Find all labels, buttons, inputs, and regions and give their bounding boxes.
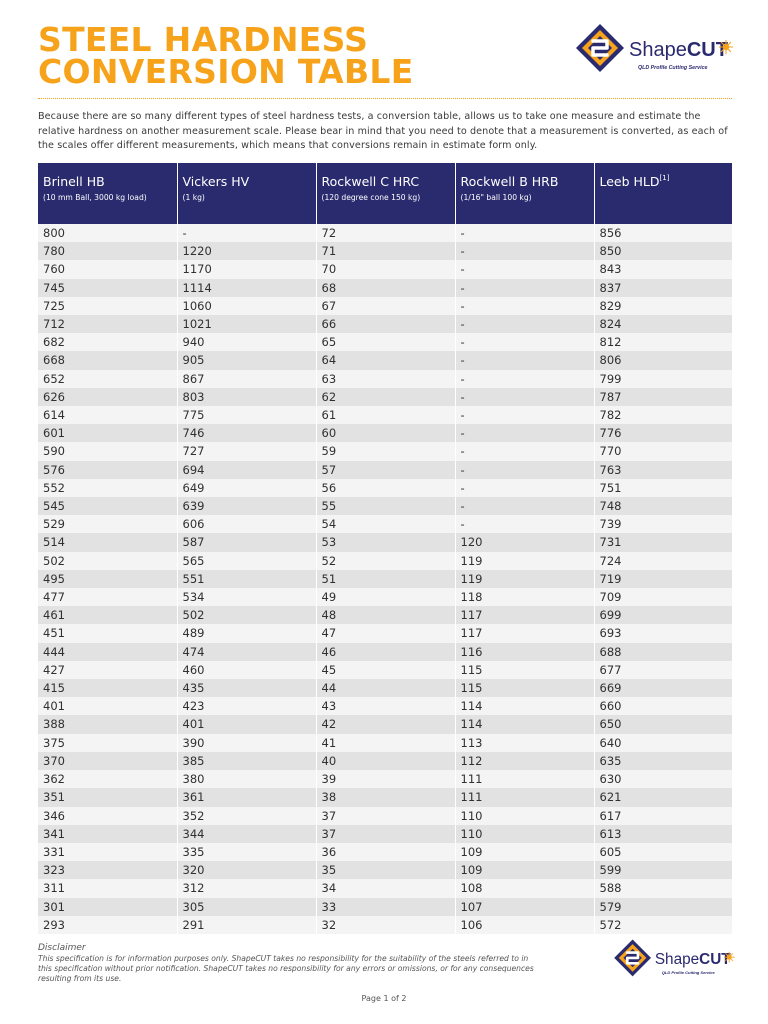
table-row: [38, 297, 732, 315]
table-cell: 66: [316, 315, 455, 333]
table-cell: 444: [38, 643, 177, 661]
table-row: [38, 715, 732, 733]
table-cell: -: [455, 315, 594, 333]
header-leeb: [594, 163, 732, 224]
table-cell: 293: [38, 916, 177, 934]
table-cell: 776: [594, 424, 732, 442]
table-cell: 415: [38, 679, 177, 697]
table-row: [38, 497, 732, 515]
table-row: [38, 424, 732, 442]
table-cell: 331: [38, 843, 177, 861]
table-cell: 837: [594, 279, 732, 297]
header-vickers: [177, 163, 316, 224]
table-row: [38, 606, 732, 624]
table-cell: 120: [455, 533, 594, 551]
table-cell: 362: [38, 770, 177, 788]
table-cell: 385: [177, 752, 316, 770]
table-body: [38, 224, 732, 934]
table-cell: 694: [177, 461, 316, 479]
table-cell: 119: [455, 570, 594, 588]
table-cell: 37: [316, 807, 455, 825]
table-cell: 117: [455, 606, 594, 624]
table-cell: 1170: [177, 260, 316, 278]
table-cell: 1060: [177, 297, 316, 315]
table-row: [38, 807, 732, 825]
table-row: [38, 661, 732, 679]
table-cell: 1220: [177, 242, 316, 260]
shapecut-footer-logo: [612, 938, 736, 984]
table-cell: 311: [38, 879, 177, 897]
table-cell: 613: [594, 825, 732, 843]
table-cell: 599: [594, 861, 732, 879]
table-row: [38, 770, 732, 788]
table-cell: -: [455, 515, 594, 533]
table-cell: -: [455, 461, 594, 479]
table-cell: -: [455, 297, 594, 315]
table-cell: 352: [177, 807, 316, 825]
table-cell: 650: [594, 715, 732, 733]
table-cell: 800: [38, 224, 177, 242]
table-cell: 45: [316, 661, 455, 679]
table-cell: 401: [177, 715, 316, 733]
table-cell: -: [455, 279, 594, 297]
table-cell: 748: [594, 497, 732, 515]
table-cell: 39: [316, 770, 455, 788]
header-label: Brinell HB: [43, 174, 105, 189]
header-sublabel: (1 kg): [182, 193, 205, 202]
table-row: [38, 351, 732, 369]
table-cell: 335: [177, 843, 316, 861]
table-cell: 799: [594, 370, 732, 388]
table-cell: 70: [316, 260, 455, 278]
table-cell: 502: [177, 606, 316, 624]
table-cell: 52: [316, 552, 455, 570]
table-cell: 745: [38, 279, 177, 297]
table-row: [38, 442, 732, 460]
header-sublabel: (120 degree cone 150 kg): [321, 193, 421, 202]
header-rockwell-b: [455, 163, 594, 224]
table-row: [38, 370, 732, 388]
table-cell: 53: [316, 533, 455, 551]
table-row: [38, 388, 732, 406]
table-cell: 545: [38, 497, 177, 515]
table-cell: 370: [38, 752, 177, 770]
table-row: [38, 879, 732, 897]
title-line-2: CONVERSION TABLE: [38, 52, 414, 91]
table-cell: 346: [38, 807, 177, 825]
table-cell: 652: [38, 370, 177, 388]
table-cell: -: [455, 406, 594, 424]
table-cell: 323: [38, 861, 177, 879]
table-cell: 601: [38, 424, 177, 442]
table-cell: 60: [316, 424, 455, 442]
table-cell: 639: [177, 497, 316, 515]
header-sublabel: (1/16" ball 100 kg): [460, 193, 532, 202]
table-row: [38, 260, 732, 278]
table-cell: 107: [455, 898, 594, 916]
table-row: [38, 679, 732, 697]
disclaimer-text: This specification is for information purposes only. ShapeCUT takes no responsibility for the suitability of the steels referred to in this specification without prior notification. ShapeCUT takes no responsibility for any errors or omissions, or for any consequences resulting from its use.: [38, 954, 534, 983]
table-cell: 341: [38, 825, 177, 843]
table-cell: 677: [594, 661, 732, 679]
table-cell: 117: [455, 624, 594, 642]
table-cell: 856: [594, 224, 732, 242]
table-row: [38, 697, 732, 715]
table-cell: 388: [38, 715, 177, 733]
table-row: [38, 734, 732, 752]
table-row: [38, 242, 732, 260]
table-cell: 688: [594, 643, 732, 661]
table-row: [38, 315, 732, 333]
table-row: [38, 515, 732, 533]
table-row: [38, 752, 732, 770]
table-cell: 48: [316, 606, 455, 624]
table-cell: 67: [316, 297, 455, 315]
table-cell: 401: [38, 697, 177, 715]
table-cell: 614: [38, 406, 177, 424]
table-cell: 843: [594, 260, 732, 278]
table-cell: 626: [38, 388, 177, 406]
table-cell: 110: [455, 807, 594, 825]
table-cell: 109: [455, 861, 594, 879]
table-row: [38, 788, 732, 806]
table-cell: -: [455, 442, 594, 460]
table-cell: 529: [38, 515, 177, 533]
table-row: [38, 624, 732, 642]
table-row: [38, 570, 732, 588]
header-label: [600, 174, 727, 189]
header-rockwell-c: [316, 163, 455, 224]
table-cell: 812: [594, 333, 732, 351]
table-cell: 36: [316, 843, 455, 861]
table-cell: 739: [594, 515, 732, 533]
header-sublabel: (10 mm Ball, 3000 kg load): [43, 193, 147, 202]
table-row: [38, 279, 732, 297]
table-cell: 606: [177, 515, 316, 533]
table-cell: 552: [38, 479, 177, 497]
table-cell: 312: [177, 879, 316, 897]
table-cell: 63: [316, 370, 455, 388]
header-label: Rockwell B HRB: [460, 174, 559, 189]
table-cell: 423: [177, 697, 316, 715]
table-cell: 850: [594, 242, 732, 260]
table-cell: 54: [316, 515, 455, 533]
table-cell: 61: [316, 406, 455, 424]
table-cell: -: [455, 388, 594, 406]
table-cell: 390: [177, 734, 316, 752]
table-cell: 38: [316, 788, 455, 806]
table-cell: 320: [177, 861, 316, 879]
table-cell: 605: [594, 843, 732, 861]
shapecut-logo: [574, 22, 734, 82]
table-cell: 712: [38, 315, 177, 333]
table-cell: 576: [38, 461, 177, 479]
header-brinell: [38, 163, 177, 224]
page-title: [38, 20, 414, 91]
table-cell: 770: [594, 442, 732, 460]
table-row: [38, 843, 732, 861]
table-cell: 588: [594, 879, 732, 897]
table-row: [38, 916, 732, 934]
table-cell: 682: [38, 333, 177, 351]
table-cell: 617: [594, 807, 732, 825]
table-cell: 731: [594, 533, 732, 551]
table-cell: 727: [177, 442, 316, 460]
table-cell: 709: [594, 588, 732, 606]
table-cell: 113: [455, 734, 594, 752]
table-cell: 37: [316, 825, 455, 843]
table-cell: 427: [38, 661, 177, 679]
table-cell: 51: [316, 570, 455, 588]
disclaimer-title: Disclaimer: [38, 943, 86, 953]
table-cell: 829: [594, 297, 732, 315]
table-cell: 660: [594, 697, 732, 715]
table-cell: -: [455, 424, 594, 442]
table-cell: 64: [316, 351, 455, 369]
table-cell: 719: [594, 570, 732, 588]
table-cell: -: [455, 351, 594, 369]
table-cell: 361: [177, 788, 316, 806]
title-line-1: STEEL HARDNESS: [38, 20, 369, 59]
table-cell: 44: [316, 679, 455, 697]
table-cell: 1021: [177, 315, 316, 333]
table-cell: 489: [177, 624, 316, 642]
table-cell: 451: [38, 624, 177, 642]
table-cell: 115: [455, 661, 594, 679]
header-label: Rockwell C HRC: [321, 174, 420, 189]
table-cell: 32: [316, 916, 455, 934]
table-cell: 118: [455, 588, 594, 606]
table-cell: -: [455, 224, 594, 242]
table-cell: 725: [38, 297, 177, 315]
table-cell: 351: [38, 788, 177, 806]
table-cell: 46: [316, 643, 455, 661]
table-cell: 460: [177, 661, 316, 679]
table-cell: 301: [38, 898, 177, 916]
table-cell: 47: [316, 624, 455, 642]
table-cell: 1114: [177, 279, 316, 297]
table-cell: 477: [38, 588, 177, 606]
table-cell: 41: [316, 734, 455, 752]
table-cell: -: [455, 479, 594, 497]
table-cell: 579: [594, 898, 732, 916]
table-cell: 572: [594, 916, 732, 934]
table-cell: 905: [177, 351, 316, 369]
header-label: Vickers HV: [182, 174, 250, 189]
page-number: Page 1 of 2: [361, 994, 407, 1003]
table-row: [38, 588, 732, 606]
table-cell: -: [455, 370, 594, 388]
table-cell: 565: [177, 552, 316, 570]
table-row: [38, 861, 732, 879]
table-cell: 669: [594, 679, 732, 697]
table-row: [38, 552, 732, 570]
table-cell: 106: [455, 916, 594, 934]
table-cell: 474: [177, 643, 316, 661]
table-cell: 110: [455, 825, 594, 843]
table-row: [38, 479, 732, 497]
table-cell: 114: [455, 697, 594, 715]
table-row: [38, 898, 732, 916]
table-cell: 42: [316, 715, 455, 733]
table-cell: 116: [455, 643, 594, 661]
table-row: [38, 224, 732, 242]
table-cell: 65: [316, 333, 455, 351]
table-cell: 782: [594, 406, 732, 424]
table-cell: 824: [594, 315, 732, 333]
table-cell: 34: [316, 879, 455, 897]
table-row: [38, 461, 732, 479]
hardness-conversion-table: [38, 163, 732, 934]
table-cell: 668: [38, 351, 177, 369]
table-cell: 806: [594, 351, 732, 369]
table-cell: 534: [177, 588, 316, 606]
table-cell: 56: [316, 479, 455, 497]
table-cell: -: [455, 242, 594, 260]
table-cell: 630: [594, 770, 732, 788]
table-cell: 305: [177, 898, 316, 916]
table-cell: 502: [38, 552, 177, 570]
table-cell: 551: [177, 570, 316, 588]
table-cell: 461: [38, 606, 177, 624]
table-cell: 109: [455, 843, 594, 861]
table-cell: 43: [316, 697, 455, 715]
table-cell: 55: [316, 497, 455, 515]
table-cell: 803: [177, 388, 316, 406]
table-cell: 699: [594, 606, 732, 624]
table-cell: 746: [177, 424, 316, 442]
footnote-marker: [1]: [659, 174, 670, 182]
table-cell: 587: [177, 533, 316, 551]
table-cell: 760: [38, 260, 177, 278]
table-cell: 495: [38, 570, 177, 588]
table-cell: -: [455, 333, 594, 351]
table-cell: 649: [177, 479, 316, 497]
table-cell: 780: [38, 242, 177, 260]
table-cell: 763: [594, 461, 732, 479]
title-divider: [38, 98, 732, 99]
table-row: [38, 643, 732, 661]
table-cell: 693: [594, 624, 732, 642]
table-cell: 119: [455, 552, 594, 570]
table-header-row: [38, 163, 732, 224]
table-cell: -: [455, 260, 594, 278]
table-row: [38, 333, 732, 351]
table-cell: 787: [594, 388, 732, 406]
intro-paragraph: Because there are so many different types of steel hardness tests, a conversion table, allows us to take one measure and estimate the relative hardness on another measurement scale. Please bear in mind that you need to denote that a measurement is converted, as each of the scales offer different measurements, which means that conversions remain in estimate form only.: [38, 111, 728, 152]
header-leeb-text: Leeb HLD: [599, 174, 660, 189]
table-cell: 380: [177, 770, 316, 788]
table-cell: 115: [455, 679, 594, 697]
table-cell: 775: [177, 406, 316, 424]
table-cell: 344: [177, 825, 316, 843]
table-cell: -: [455, 497, 594, 515]
table-cell: 35: [316, 861, 455, 879]
table-cell: 375: [38, 734, 177, 752]
table-cell: 59: [316, 442, 455, 460]
table-cell: 68: [316, 279, 455, 297]
table-cell: 590: [38, 442, 177, 460]
disclaimer: [38, 942, 538, 983]
table-cell: 291: [177, 916, 316, 934]
table-cell: 751: [594, 479, 732, 497]
table-cell: 40: [316, 752, 455, 770]
table-cell: -: [177, 224, 316, 242]
table-cell: 640: [594, 734, 732, 752]
table-cell: 635: [594, 752, 732, 770]
table-cell: 112: [455, 752, 594, 770]
table-cell: 49: [316, 588, 455, 606]
table-row: [38, 533, 732, 551]
table-cell: 57: [316, 461, 455, 479]
table-cell: 114: [455, 715, 594, 733]
table-cell: 72: [316, 224, 455, 242]
table-cell: 33: [316, 898, 455, 916]
table-cell: 867: [177, 370, 316, 388]
table-cell: 111: [455, 788, 594, 806]
table-cell: 111: [455, 770, 594, 788]
table-cell: 435: [177, 679, 316, 697]
table-cell: 621: [594, 788, 732, 806]
table-cell: 62: [316, 388, 455, 406]
table-row: [38, 825, 732, 843]
table-cell: 940: [177, 333, 316, 351]
table-cell: 724: [594, 552, 732, 570]
table-row: [38, 406, 732, 424]
table-cell: 514: [38, 533, 177, 551]
table-cell: 108: [455, 879, 594, 897]
table-cell: 71: [316, 242, 455, 260]
